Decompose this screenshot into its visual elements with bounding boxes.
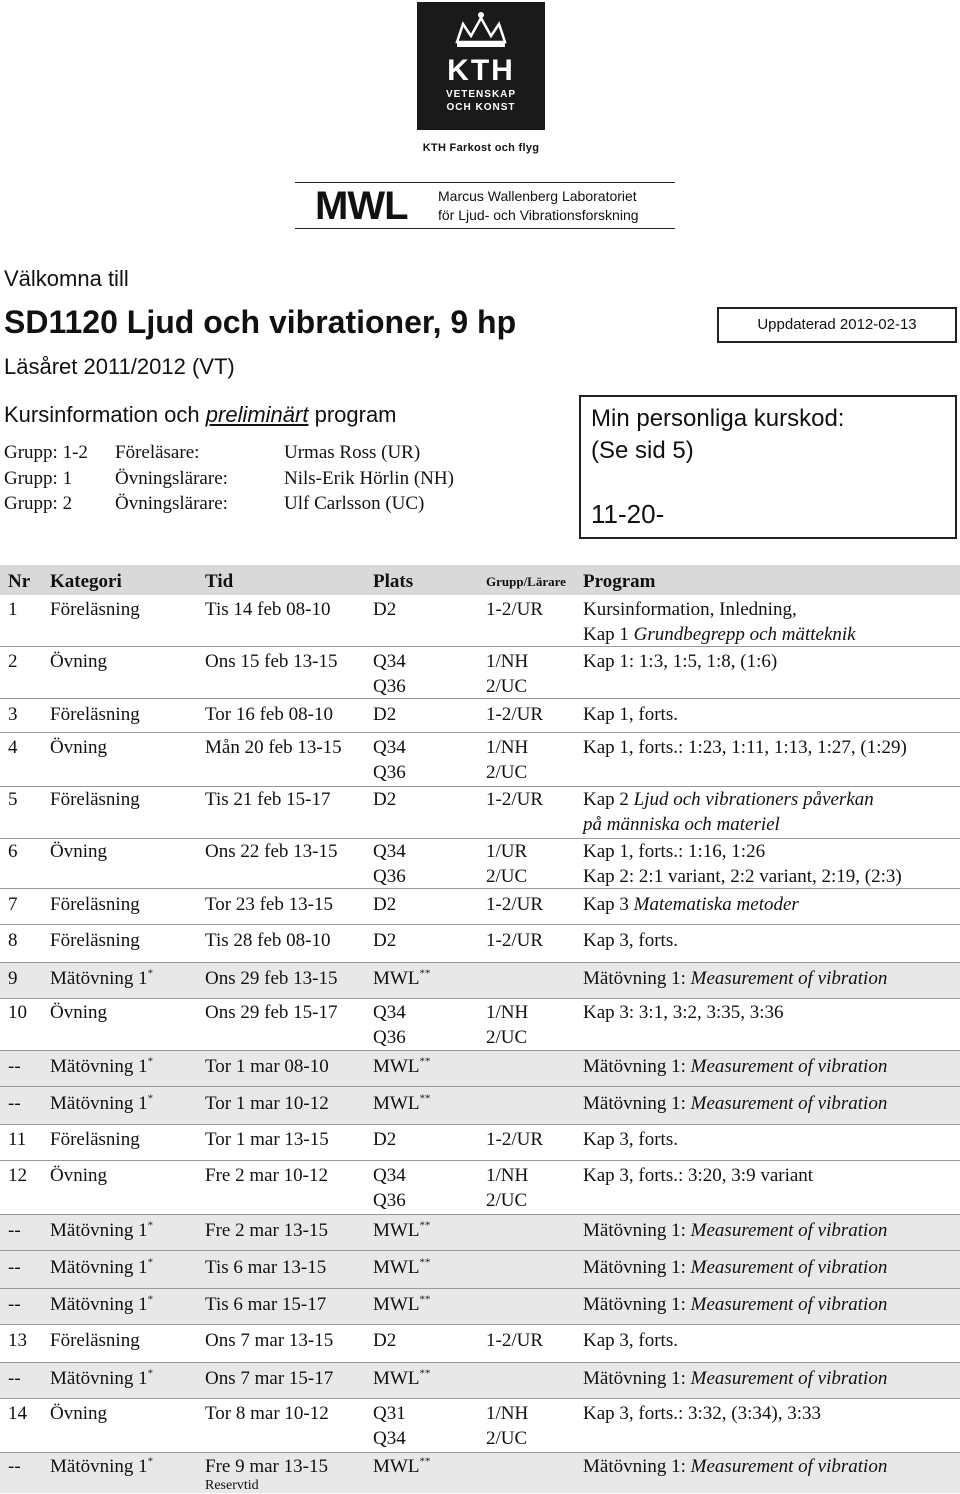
program-line: Kursinformation, Inledning, (583, 599, 797, 620)
welcome-text: Välkomna till (4, 266, 129, 291)
grupp-line: 1/NH (486, 737, 529, 758)
cell-program: Kap 1: 1:3, 1:5, 1:8, (1:6) (583, 651, 778, 672)
cell-kategori: Föreläsning (50, 599, 140, 620)
mwl-mark: MWL (315, 184, 408, 228)
program-topic: Measurement of vibration (690, 1056, 888, 1077)
cell-plats (373, 1292, 430, 1317)
cell-nr: -- (8, 1056, 21, 1077)
table-row (0, 647, 960, 699)
cell-plats (373, 1163, 406, 1213)
header-nr: Nr (8, 571, 31, 592)
cell-tid: Ons 29 feb 15-17 (205, 1002, 338, 1023)
kth-motto-1: VETENSKAP (445, 89, 517, 100)
kategori-text: Mätövning 1 (50, 1093, 148, 1114)
plats-text: MWL (373, 1456, 420, 1477)
staff-name: Ulf Carlsson (UC) (284, 493, 425, 514)
cell-kategori (50, 1054, 153, 1079)
cell-nr: 6 (8, 841, 18, 862)
cell-tid: Tis 6 mar 15-17 (205, 1294, 327, 1315)
cell-nr: 7 (8, 894, 18, 915)
table-row (0, 1325, 960, 1363)
cell-grupp: 1-2/UR (486, 930, 543, 951)
cell-nr: 12 (8, 1165, 27, 1186)
cell-grupp (486, 1163, 528, 1213)
table-row (0, 963, 960, 999)
cell-grupp (486, 839, 527, 889)
cell-plats: D2 (373, 1129, 397, 1150)
cell-program: Kap 3, forts.: 3:20, 3:9 variant (583, 1165, 814, 1186)
staff-group: Grupp: 1 (4, 468, 73, 489)
cell-tid: Tor 1 mar 13-15 (205, 1129, 329, 1150)
table-row (0, 1125, 960, 1161)
cell-program: Kap 1, forts.: 1:23, 1:11, 1:13, 1:27, (1:29) (583, 737, 907, 758)
program-line (583, 622, 856, 647)
course-title: SD1120 Ljud och vibrationer, 9 hp (4, 304, 517, 340)
cell-grupp (486, 649, 528, 699)
program-line: Kap 2: 2:1 variant, 2:2 variant, 2:19, (2:3) (583, 866, 902, 887)
program-topic: Measurement of vibration (690, 1456, 888, 1477)
table-row (0, 1087, 960, 1125)
program-chapter: Mätövning 1: (583, 1368, 691, 1389)
course-code-value: 11-20- (591, 499, 665, 529)
footnote-mark: * (147, 1219, 154, 1232)
cell-program: Kap 3, forts. (583, 1129, 678, 1150)
program-chapter: Kap 3 (583, 894, 634, 915)
footnote-mark: ** (419, 1455, 431, 1468)
grupp-line: 2/UC (486, 762, 528, 783)
table-row (0, 1363, 960, 1399)
kursinfo-post: program (308, 402, 397, 427)
footnote-mark: ** (419, 1219, 431, 1232)
program-chapter: Mätövning 1: (583, 1093, 691, 1114)
plats-text: MWL (373, 1368, 420, 1389)
program-chapter: Mätövning 1: (583, 1220, 691, 1241)
cell-nr: 4 (8, 737, 18, 758)
cell-tid: Ons 7 mar 15-17 (205, 1368, 334, 1389)
cell-plats (373, 1454, 430, 1479)
cell-program (583, 966, 887, 991)
grupp-line: 1/UR (486, 841, 528, 862)
plats-line: Q36 (373, 1190, 406, 1211)
cell-kategori: Övning (50, 651, 107, 672)
cell-grupp (486, 1401, 528, 1451)
cell-kategori (50, 1255, 153, 1280)
table-row (0, 1289, 960, 1325)
table-row (0, 889, 960, 925)
plats-line: Q36 (373, 866, 406, 887)
cell-kategori (50, 1091, 153, 1116)
plats-text: MWL (373, 1257, 420, 1278)
cell-plats (373, 1401, 406, 1451)
grupp-line: 1/NH (486, 1165, 529, 1186)
cell-kategori: Föreläsning (50, 789, 140, 810)
cell-program: Kap 3, forts.: 3:32, (3:34), 3:33 (583, 1403, 822, 1424)
footnote-mark: * (147, 967, 154, 980)
cell-plats (373, 649, 406, 699)
cell-plats: D2 (373, 704, 397, 725)
footnote-mark: ** (419, 1367, 431, 1380)
cell-grupp (486, 735, 528, 785)
cell-nr: 14 (8, 1403, 27, 1424)
footnote-mark: * (147, 1367, 154, 1380)
cell-tid: Tor 1 mar 10-12 (205, 1093, 329, 1114)
cell-nr: 2 (8, 651, 18, 672)
grupp-line: 1/NH (486, 651, 529, 672)
plats-line: Q31 (373, 1403, 406, 1424)
staff-role: Föreläsare: (115, 442, 200, 463)
cell-program (583, 1218, 887, 1243)
cell-plats (373, 1000, 406, 1050)
cell-plats: D2 (373, 930, 397, 951)
staff-role: Övningslärare: (115, 493, 228, 514)
table-row (0, 839, 960, 889)
updated-box: Uppdaterad 2012-02-13 (717, 307, 957, 343)
program-chapter: Mätövning 1: (583, 1456, 691, 1477)
cell-nr: 11 (8, 1129, 27, 1150)
program-topic: Measurement of vibration (690, 1294, 888, 1315)
kursinfo-heading (4, 402, 397, 428)
table-row (0, 787, 960, 839)
header-kategori: Kategori (50, 571, 122, 592)
header-program: Program (583, 571, 656, 592)
tid-line: Fre 9 mar 13-15 (205, 1456, 328, 1477)
cell-tid: Tor 23 feb 13-15 (205, 894, 333, 915)
cell-nr: 5 (8, 789, 18, 810)
cell-plats (373, 966, 430, 991)
cell-plats: D2 (373, 894, 397, 915)
kth-subtitle: KTH Farkost och flyg (422, 142, 540, 154)
mwl-rule-bottom (295, 228, 675, 229)
cell-kategori: Föreläsning (50, 704, 140, 725)
cell-plats: D2 (373, 1330, 397, 1351)
cell-plats (373, 1054, 430, 1079)
grupp-line: 1/NH (486, 1403, 529, 1424)
cell-kategori: Övning (50, 1403, 107, 1424)
cell-program (583, 1054, 887, 1079)
table-row (0, 1215, 960, 1251)
program-chapter: Mätövning 1: (583, 1257, 691, 1278)
plats-line: Q34 (373, 651, 406, 672)
cell-grupp: 1-2/UR (486, 1129, 543, 1150)
footnote-mark: * (147, 1055, 154, 1068)
staff-name: Nils-Erik Hörlin (NH) (284, 468, 454, 489)
cell-program (583, 1091, 887, 1116)
cell-program (583, 1292, 887, 1317)
staff-group: Grupp: 1-2 (4, 442, 88, 463)
cell-tid: Tor 16 feb 08-10 (205, 704, 333, 725)
header-tid: Tid (205, 571, 234, 592)
footnote-mark: * (147, 1092, 154, 1105)
cell-nr: -- (8, 1093, 21, 1114)
cell-kategori: Föreläsning (50, 930, 140, 951)
cell-tid: Tor 1 mar 08-10 (205, 1056, 329, 1077)
plats-line: Q34 (373, 841, 406, 862)
cell-nr: 3 (8, 704, 18, 725)
cell-program (583, 597, 856, 647)
program-topic: på människa och materiel (583, 814, 780, 835)
table-row (0, 1453, 960, 1493)
cell-nr: -- (8, 1220, 21, 1241)
cell-tid: Mån 20 feb 13-15 (205, 737, 342, 758)
cell-grupp: 1-2/UR (486, 599, 543, 620)
cell-tid: Ons 7 mar 13-15 (205, 1330, 334, 1351)
cell-plats (373, 1091, 430, 1116)
kategori-text: Mätövning 1 (50, 1056, 148, 1077)
table-row (0, 699, 960, 733)
cell-program: Kap 3: 3:1, 3:2, 3:35, 3:36 (583, 1002, 784, 1023)
grupp-line: 2/UC (486, 866, 528, 887)
header-grupp: Grupp/Lärare (486, 574, 566, 589)
cell-nr: 9 (8, 968, 18, 989)
grupp-line: 2/UC (486, 1027, 528, 1048)
cell-program (583, 839, 902, 889)
header-plats: Plats (373, 571, 414, 592)
cell-kategori: Övning (50, 737, 107, 758)
kth-motto-2: OCH KONST (446, 102, 516, 113)
cell-kategori: Föreläsning (50, 1129, 140, 1150)
program-line: Kap 1, forts.: 1:16, 1:26 (583, 841, 766, 862)
cell-grupp (486, 1000, 528, 1050)
course-code-label: Min personliga kurskod: (591, 405, 845, 432)
program-chapter: Mätövning 1: (583, 1056, 691, 1077)
cell-grupp: 1-2/UR (486, 789, 543, 810)
plats-text: MWL (373, 1056, 420, 1077)
cell-program (583, 892, 799, 917)
cell-kategori (50, 1366, 153, 1391)
cell-plats (373, 1366, 430, 1391)
cell-kategori (50, 1218, 153, 1243)
plats-line: Q34 (373, 1428, 406, 1449)
cell-nr: 8 (8, 930, 18, 951)
program-topic: Measurement of vibration (690, 1257, 888, 1278)
grupp-line: 2/UC (486, 1428, 528, 1449)
cell-plats (373, 735, 406, 785)
course-code-box (579, 395, 957, 539)
cell-nr: -- (8, 1368, 21, 1389)
table-row (0, 1251, 960, 1289)
program-line (583, 787, 874, 812)
staff-group: Grupp: 2 (4, 493, 73, 514)
cell-nr: 10 (8, 1002, 27, 1023)
cell-plats: D2 (373, 599, 397, 620)
cell-nr: -- (8, 1257, 21, 1278)
plats-text: MWL (373, 1294, 420, 1315)
academic-year: Läsåret 2011/2012 (VT) (4, 354, 235, 379)
cell-plats: D2 (373, 789, 397, 810)
plats-text: MWL (373, 1093, 420, 1114)
cell-grupp: 1-2/UR (486, 1330, 543, 1351)
cell-nr: -- (8, 1294, 21, 1315)
cell-program (583, 1255, 887, 1280)
plats-line: Q36 (373, 762, 406, 783)
cell-tid: Tis 28 feb 08-10 (205, 930, 331, 951)
cell-tid (205, 1454, 328, 1493)
program-topic: Measurement of vibration (690, 968, 888, 989)
cell-tid: Ons 22 feb 13-15 (205, 841, 338, 862)
program-chapter: Mätövning 1: (583, 968, 691, 989)
kategori-text: Mätövning 1 (50, 1294, 148, 1315)
grupp-line: 2/UC (486, 676, 528, 697)
cell-kategori (50, 1292, 153, 1317)
kategori-text: Mätövning 1 (50, 968, 148, 989)
plats-line: Q36 (373, 676, 406, 697)
cell-kategori: Övning (50, 1002, 107, 1023)
program-topic: Grundbegrepp och mätteknik (633, 624, 856, 645)
footnote-mark: * (147, 1256, 154, 1269)
mwl-line1: Marcus Wallenberg Laboratoriet (438, 188, 637, 204)
cell-plats (373, 1255, 430, 1280)
cell-program: Kap 3, forts. (583, 930, 678, 951)
cell-program (583, 787, 874, 837)
cell-program: Kap 3, forts. (583, 1330, 678, 1351)
kategori-text: Mätövning 1 (50, 1368, 148, 1389)
cell-nr: -- (8, 1456, 21, 1477)
table-row (0, 925, 960, 963)
cell-program: Kap 1, forts. (583, 704, 678, 725)
kth-mark: KTH (447, 54, 515, 87)
cell-tid: Tor 8 mar 10-12 (205, 1403, 329, 1424)
cell-nr: 13 (8, 1330, 27, 1351)
table-row (0, 1161, 960, 1215)
cell-program (583, 1366, 887, 1391)
cell-plats (373, 1218, 430, 1243)
mwl-rule-top (295, 182, 675, 183)
cell-kategori: Övning (50, 1165, 107, 1186)
cell-kategori (50, 1454, 153, 1479)
kth-logo (417, 2, 545, 130)
plats-line: Q34 (373, 1002, 406, 1023)
plats-line: Q34 (373, 1165, 406, 1186)
footnote-mark: ** (419, 1293, 431, 1306)
plats-line: Q36 (373, 1027, 406, 1048)
program-topic: Measurement of vibration (690, 1220, 888, 1241)
plats-text: MWL (373, 968, 420, 989)
kategori-text: Mätövning 1 (50, 1257, 148, 1278)
cell-kategori (50, 966, 153, 991)
plats-line: Q34 (373, 737, 406, 758)
cell-tid: Tis 6 mar 13-15 (205, 1257, 327, 1278)
cell-nr: 1 (8, 599, 18, 620)
table-header (0, 565, 960, 595)
cell-tid: Fre 2 mar 13-15 (205, 1220, 328, 1241)
grupp-line: 1/NH (486, 1002, 529, 1023)
mwl-line2: för Ljud- och Vibrationsforskning (438, 207, 639, 223)
plats-text: MWL (373, 1220, 420, 1241)
staff-name: Urmas Ross (UR) (284, 442, 421, 463)
table-row (0, 733, 960, 787)
cell-tid: Ons 15 feb 13-15 (205, 651, 338, 672)
cell-tid: Tis 21 feb 15-17 (205, 789, 331, 810)
footnote-mark: ** (419, 1055, 431, 1068)
program-chapter: Kap 2 (583, 789, 634, 810)
cell-grupp: 1-2/UR (486, 894, 543, 915)
table-row (0, 1051, 960, 1087)
table-row (0, 999, 960, 1051)
footnote-mark: ** (419, 1092, 431, 1105)
cell-tid: Fre 2 mar 10-12 (205, 1165, 328, 1186)
program-chapter: Kap 1 (583, 624, 634, 645)
program-topic: Ljud och vibrationers påverkan (633, 789, 874, 810)
footnote-mark: ** (419, 1256, 431, 1269)
cell-tid: Tis 14 feb 08-10 (205, 599, 331, 620)
kursinfo-emphasis: preliminärt (205, 402, 309, 427)
course-code-hint: (Se sid 5) (591, 437, 694, 464)
program-topic: Measurement of vibration (690, 1093, 888, 1114)
staff-role: Övningslärare: (115, 468, 228, 489)
cell-kategori: Föreläsning (50, 1330, 140, 1351)
cell-grupp: 1-2/UR (486, 704, 543, 725)
cell-kategori: Föreläsning (50, 894, 140, 915)
tid-note: Reservtid (205, 1478, 259, 1493)
kursinfo-pre: Kursinformation och (4, 402, 206, 427)
program-topic: Matematiska metoder (633, 894, 799, 915)
mwl-logo (295, 182, 675, 230)
program-topic: Measurement of vibration (690, 1368, 888, 1389)
cell-kategori: Övning (50, 841, 107, 862)
kategori-text: Mätövning 1 (50, 1220, 148, 1241)
table-row (0, 595, 960, 647)
footnote-mark: * (147, 1455, 154, 1468)
cell-plats (373, 839, 406, 889)
grupp-line: 2/UC (486, 1190, 528, 1211)
footnote-mark: ** (419, 967, 431, 980)
program-chapter: Mätövning 1: (583, 1294, 691, 1315)
table-row (0, 1399, 960, 1453)
cell-tid: Ons 29 feb 13-15 (205, 968, 338, 989)
footnote-mark: * (147, 1293, 154, 1306)
kategori-text: Mätövning 1 (50, 1456, 148, 1477)
cell-program (583, 1454, 887, 1479)
